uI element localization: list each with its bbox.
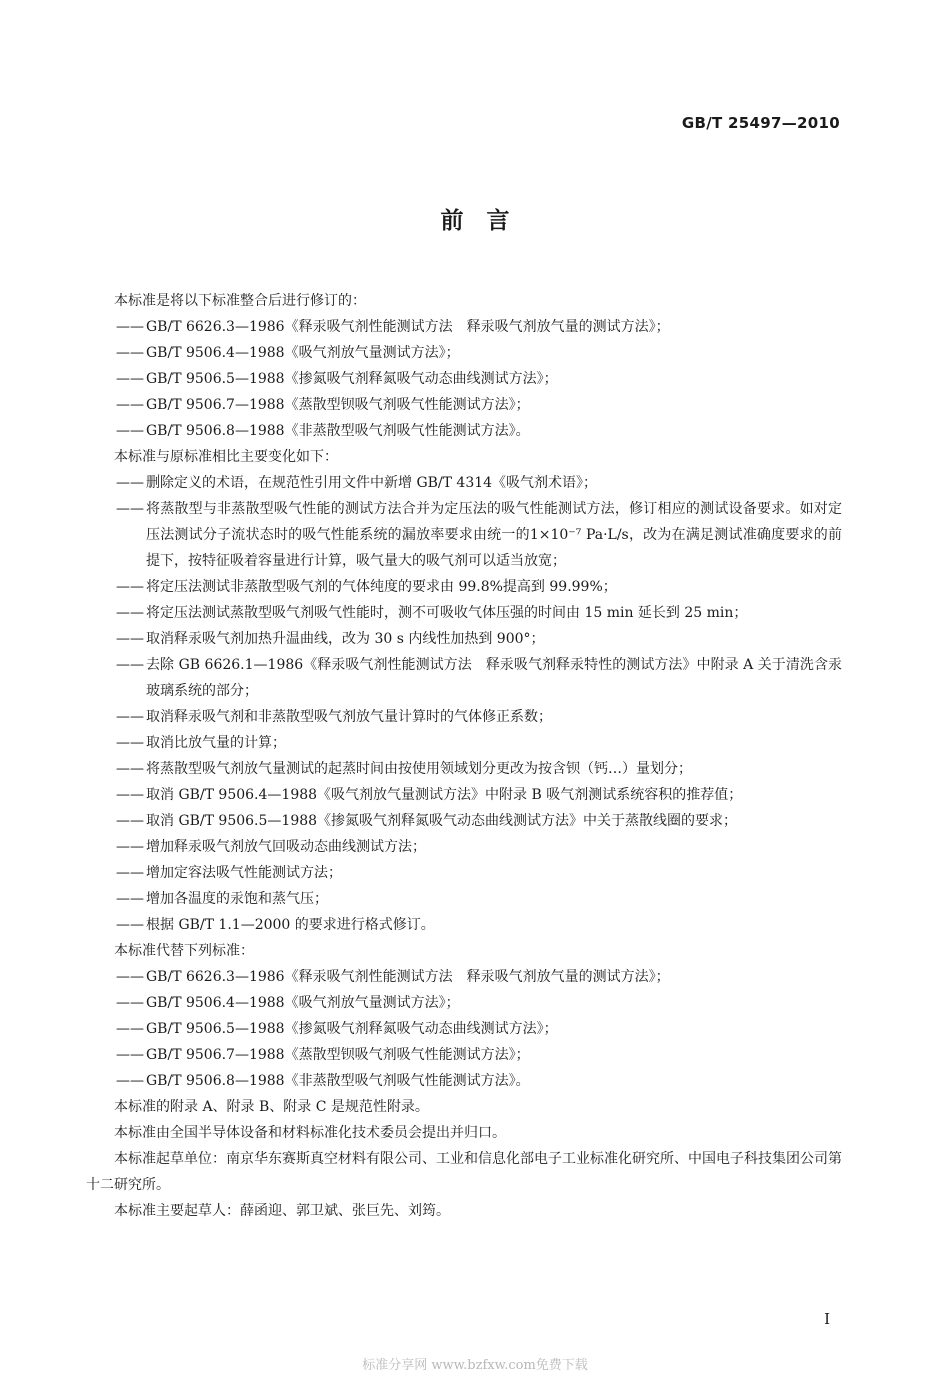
- replaced-standards-list: [86, 964, 842, 1094]
- page-title: 前 言: [440, 208, 510, 234]
- list-item: —— 根据 GB/T 1.1—2000 的要求进行格式修订。: [86, 912, 842, 938]
- list-item: —— 取消释汞吸气剂和非蒸散型吸气剂放气量计算时的气体修正系数；: [86, 704, 842, 730]
- list-item: —— GB/T 9506.4—1988《吸气剂放气量测试方法》；: [86, 990, 842, 1016]
- appendix-statement: 本标准的附录 A、附录 B、附录 C 是规范性附录。: [114, 1099, 429, 1115]
- changes-list: [86, 470, 842, 938]
- page-number: I: [824, 1310, 830, 1328]
- list-item: —— 将定压法测试非蒸散型吸气剂的气体纯度的要求由 99.8%提高到 99.99%；: [86, 574, 842, 600]
- dash-marker: ——: [116, 761, 144, 777]
- dash-marker: ——: [116, 839, 144, 855]
- drafting-units: 本标准起草单位：南京华东赛斯真空材料有限公司、工业和信息化部电子工业标准化研究所、中国电子科技集团公司第十二研究所。: [86, 1151, 842, 1193]
- intro-replaced-standards: 本标准代替下列标准：: [114, 943, 254, 959]
- list-item: —— 将定压法测试蒸散型吸气剂吸气性能时，测不可吸收气体压强的时间由 15 min 延长到 25 min；: [86, 600, 842, 626]
- list-item: —— 增加定容法吸气性能测试方法；: [86, 860, 842, 886]
- dash-marker: ——: [116, 657, 144, 673]
- dash-marker: ——: [116, 579, 144, 595]
- dash-marker: ——: [116, 891, 144, 907]
- list-item: —— 删除定义的术语，在规范性引用文件中新增 GB/T 4314《吸气剂术语》；: [86, 470, 842, 496]
- dash-marker: ——: [116, 475, 144, 491]
- list-item: —— GB/T 9506.8—1988《非蒸散型吸气剂吸气性能测试方法》。: [86, 418, 842, 444]
- intro-integrated-standards: 本标准是将以下标准整合后进行修订的：: [114, 293, 366, 309]
- dash-marker: ——: [116, 397, 144, 413]
- dash-marker: ——: [116, 995, 144, 1011]
- standard-number: GB/T 25497—2010: [681, 114, 840, 132]
- dash-marker: ——: [116, 1021, 144, 1037]
- list-item: —— GB/T 9506.5—1988《掺氮吸气剂释氮吸气动态曲线测试方法》；: [86, 366, 842, 392]
- dash-marker: ——: [116, 1047, 144, 1063]
- dash-marker: ——: [116, 1073, 144, 1089]
- list-item: —— 增加释汞吸气剂放气回吸动态曲线测试方法；: [86, 834, 842, 860]
- dash-marker: ——: [116, 371, 144, 387]
- list-item: —— GB/T 9506.7—1988《蒸散型钡吸气剂吸气性能测试方法》；: [86, 1042, 842, 1068]
- dash-marker: ——: [116, 423, 144, 439]
- list-item: —— GB/T 6626.3—1986《释汞吸气剂性能测试方法 释汞吸气剂放气量的测试方法》；: [86, 964, 842, 990]
- list-item: —— 去除 GB 6626.1—1986《释汞吸气剂性能测试方法 释汞吸气剂释汞特性的测试方法》中附录 A 关于清洗含汞玻璃系统的部分；: [86, 652, 842, 704]
- list-item: —— GB/T 6626.3—1986《释汞吸气剂性能测试方法 释汞吸气剂放气量的测试方法》；: [86, 314, 842, 340]
- dash-marker: ——: [116, 345, 144, 361]
- dash-marker: ——: [116, 787, 144, 803]
- watermark: 标准分享网 www.bzfxw.com免费下载: [362, 1358, 588, 1373]
- integrated-standards-list: [86, 314, 842, 444]
- dash-marker: ——: [116, 969, 144, 985]
- foreword-body: [86, 288, 842, 1224]
- list-item: —— 取消比放气量的计算；: [86, 730, 842, 756]
- dash-marker: ——: [116, 319, 144, 335]
- list-item: —— 将蒸散型吸气剂放气量测试的起蒸时间由按使用领域划分更改为按含钡（钙…）量划分；: [86, 756, 842, 782]
- list-item: —— 取消 GB/T 9506.5—1988《掺氮吸气剂释氮吸气动态曲线测试方法》中关于蒸散线圈的要求；: [86, 808, 842, 834]
- list-item: —— GB/T 9506.5—1988《掺氮吸气剂释氮吸气动态曲线测试方法》；: [86, 1016, 842, 1042]
- dash-marker: ——: [116, 735, 144, 751]
- drafters: 本标准主要起草人：薛函迎、郭卫斌、张巨先、刘筠。: [114, 1203, 450, 1219]
- dash-marker: ——: [116, 709, 144, 725]
- dash-marker: ——: [116, 813, 144, 829]
- list-item: —— 将蒸散型与非蒸散型吸气性能的测试方法合并为定压法的吸气性能测试方法，修订相应的测试设备要求。如对定压法测试分子流状态时的吸气性能系统的漏放率要求由统一的1×10⁻⁷ Pa·L/s，改为在满足测试准确度要求的前提下，按特征吸着容量进行计算，吸气量大的吸气剂可以适当放宽；: [86, 496, 842, 574]
- intro-changes: 本标准与原标准相比主要变化如下：: [114, 449, 338, 465]
- list-item: —— 取消 GB/T 9506.4—1988《吸气剂放气量测试方法》中附录 B 吸气剂测试系统容积的推荐值；: [86, 782, 842, 808]
- list-item: —— GB/T 9506.8—1988《非蒸散型吸气剂吸气性能测试方法》。: [86, 1068, 842, 1094]
- list-item: —— GB/T 9506.4—1988《吸气剂放气量测试方法》；: [86, 340, 842, 366]
- dash-marker: ——: [116, 917, 144, 933]
- dash-marker: ——: [116, 631, 144, 647]
- list-item: —— GB/T 9506.7—1988《蒸散型钡吸气剂吸气性能测试方法》；: [86, 392, 842, 418]
- list-item: —— 增加各温度的汞饱和蒸气压；: [86, 886, 842, 912]
- dash-marker: ——: [116, 865, 144, 881]
- dash-marker: ——: [116, 605, 144, 621]
- proposer-statement: 本标准由全国半导体设备和材料标准化技术委员会提出并归口。: [114, 1125, 506, 1141]
- dash-marker: ——: [116, 501, 144, 517]
- list-item: —— 取消释汞吸气剂加热升温曲线，改为 30 s 内线性加热到 900°；: [86, 626, 842, 652]
